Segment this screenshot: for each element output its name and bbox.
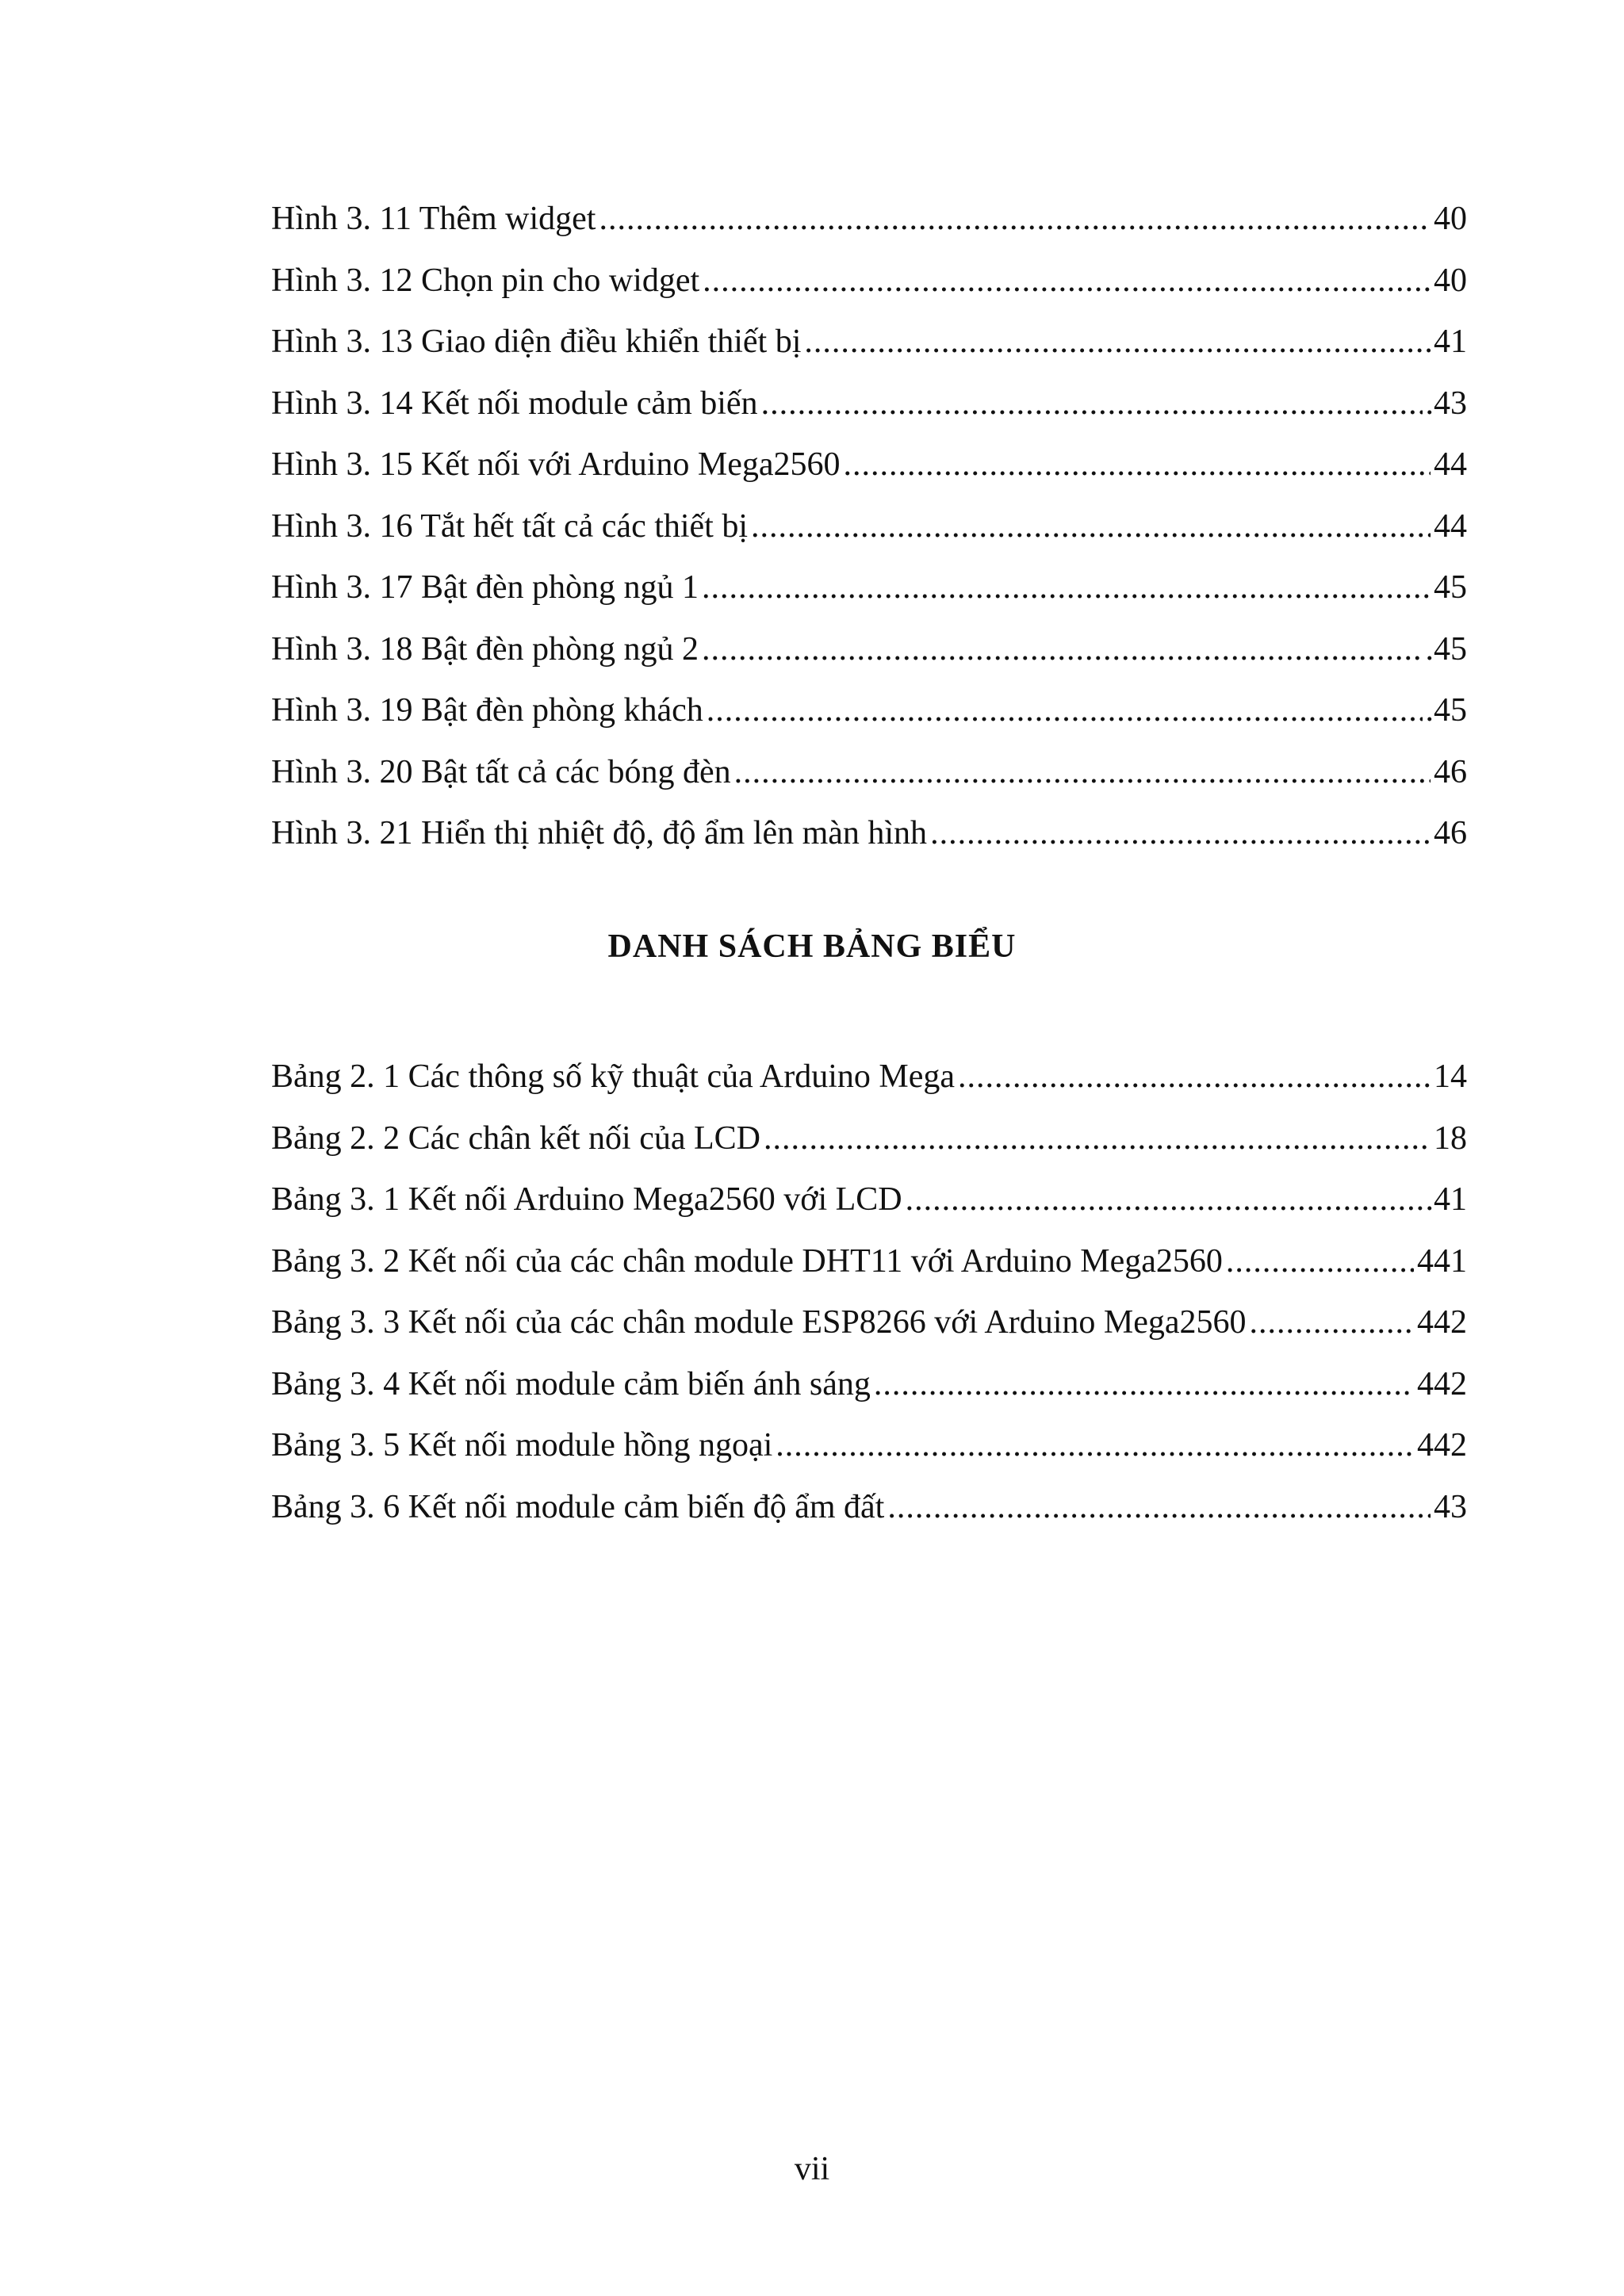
figure-entry-label: Hình 3. 20 Bật tất cả các bóng đèn bbox=[271, 753, 731, 790]
table-entry-label: Bảng 3. 2 Kết nối của các chân module DHT11 với Arduino Mega2560 bbox=[271, 1242, 1223, 1280]
dot-leader bbox=[930, 803, 1431, 865]
dot-leader bbox=[874, 1354, 1414, 1416]
figure-entry-label: Hình 3. 11 Thêm widget bbox=[271, 201, 596, 237]
table-entry bbox=[271, 1047, 1467, 1108]
table-entry-page: 441 bbox=[1417, 1242, 1467, 1280]
table-entry bbox=[271, 1415, 1467, 1477]
dot-leader bbox=[764, 1108, 1431, 1170]
dot-leader bbox=[703, 251, 1431, 312]
table-entry-label: Bảng 3. 5 Kết nối module hồng ngoại bbox=[271, 1427, 773, 1464]
table-entry-label: Bảng 2. 1 Các thông số kỹ thuật của Arduino Mega bbox=[271, 1058, 956, 1095]
figure-entry-page: 44 bbox=[1434, 446, 1467, 483]
table-entry-page: 14 bbox=[1434, 1058, 1467, 1095]
table-entry-label: Bảng 3. 3 Kết nối của các chân module ESP8266 với Arduino Mega2560 bbox=[271, 1304, 1247, 1341]
dot-leader bbox=[751, 496, 1431, 558]
figure-entry bbox=[271, 189, 1467, 251]
table-entry-page: .41 bbox=[1425, 1181, 1467, 1218]
table-list bbox=[271, 1047, 1467, 1538]
figure-entry-page: 40 bbox=[1434, 262, 1467, 299]
figure-entry bbox=[271, 557, 1467, 619]
figure-entry-page: 44 bbox=[1434, 507, 1467, 545]
dot-leader bbox=[776, 1415, 1414, 1477]
figure-entry-page: .43 bbox=[1425, 385, 1467, 422]
figure-entry-page: 46 bbox=[1434, 753, 1467, 790]
table-entry-label: Bảng 3. 6 Kết nối module cảm biến độ ẩm đất bbox=[271, 1488, 885, 1525]
figure-entry-label: Hình 3. 18 Bật đèn phòng ngủ 2 bbox=[271, 630, 699, 668]
dot-leader bbox=[844, 434, 1431, 496]
figure-list bbox=[271, 189, 1467, 865]
figure-entry bbox=[271, 742, 1467, 804]
dot-leader bbox=[1249, 1292, 1414, 1354]
figure-entry-label: Hình 3. 21 Hiển thị nhiệt độ, độ ẩm lên màn hình bbox=[271, 815, 928, 851]
dot-leader bbox=[707, 680, 1423, 742]
figure-entry bbox=[271, 619, 1467, 681]
figure-entry bbox=[271, 803, 1467, 865]
table-entry bbox=[271, 1354, 1467, 1416]
table-entry bbox=[271, 1169, 1467, 1231]
figure-entry-label: Hình 3. 16 Tắt hết tất cả các thiết bị bbox=[271, 507, 749, 545]
table-entry bbox=[271, 1231, 1467, 1293]
tables-list-heading: DANH SÁCH BẢNG BIỂU bbox=[607, 928, 1017, 965]
figure-entry bbox=[271, 680, 1467, 742]
table-entry bbox=[271, 1108, 1467, 1170]
table-entry-page: 18 bbox=[1434, 1119, 1467, 1157]
table-entry-page: 442 bbox=[1417, 1304, 1467, 1341]
figure-entry bbox=[271, 496, 1467, 558]
dot-leader bbox=[702, 557, 1431, 619]
dot-leader bbox=[734, 742, 1431, 804]
table-entry bbox=[271, 1477, 1467, 1539]
table-entry bbox=[271, 1292, 1467, 1354]
figure-entry bbox=[271, 373, 1467, 435]
figure-entry bbox=[271, 312, 1467, 373]
page-number: vii bbox=[794, 2151, 830, 2187]
dot-leader bbox=[887, 1477, 1431, 1539]
table-entry-label: Bảng 2. 2 Các chân kết nối của LCD bbox=[271, 1119, 760, 1157]
figure-entry bbox=[271, 434, 1467, 496]
figure-entry-label: Hình 3. 13 Giao diện điều khiển thiết bị bbox=[271, 323, 802, 360]
dot-leader bbox=[761, 373, 1423, 435]
table-entry-page: 442 bbox=[1417, 1365, 1467, 1402]
dot-leader bbox=[1226, 1231, 1414, 1293]
dot-leader bbox=[906, 1169, 1423, 1231]
table-entry-page: 43 bbox=[1434, 1488, 1467, 1525]
table-entry-label: Bảng 3. 4 Kết nối module cảm biến ánh sáng bbox=[271, 1365, 871, 1402]
figure-entry-label: Hình 3. 15 Kết nối với Arduino Mega2560 bbox=[271, 446, 841, 483]
figure-entry-label: Hình 3. 12 Chọn pin cho widget bbox=[271, 262, 700, 299]
figure-entry-label: Hình 3. 17 Bật đèn phòng ngủ 1 bbox=[271, 569, 699, 606]
figure-entry-page: 45 bbox=[1434, 569, 1467, 606]
dot-leader bbox=[804, 312, 1431, 373]
figure-entry bbox=[271, 251, 1467, 312]
table-entry-page: 442 bbox=[1417, 1427, 1467, 1464]
dot-leader bbox=[702, 619, 1423, 681]
dot-leader bbox=[599, 189, 1431, 251]
figure-entry-label: Hình 3. 19 Bật đèn phòng khách bbox=[271, 692, 703, 729]
figure-entry-page: .45 bbox=[1425, 630, 1467, 668]
figure-entry-page: 41 bbox=[1434, 323, 1467, 360]
table-entry-label: Bảng 3. 1 Kết nối Arduino Mega2560 với LCD bbox=[271, 1181, 902, 1218]
dot-leader bbox=[958, 1047, 1431, 1108]
figure-entry-page: 46 bbox=[1434, 815, 1467, 851]
figure-entry-page: .45 bbox=[1425, 692, 1467, 729]
figure-entry-label: Hình 3. 14 Kết nối module cảm biến bbox=[271, 385, 758, 422]
figure-entry-page: 40 bbox=[1434, 201, 1467, 237]
